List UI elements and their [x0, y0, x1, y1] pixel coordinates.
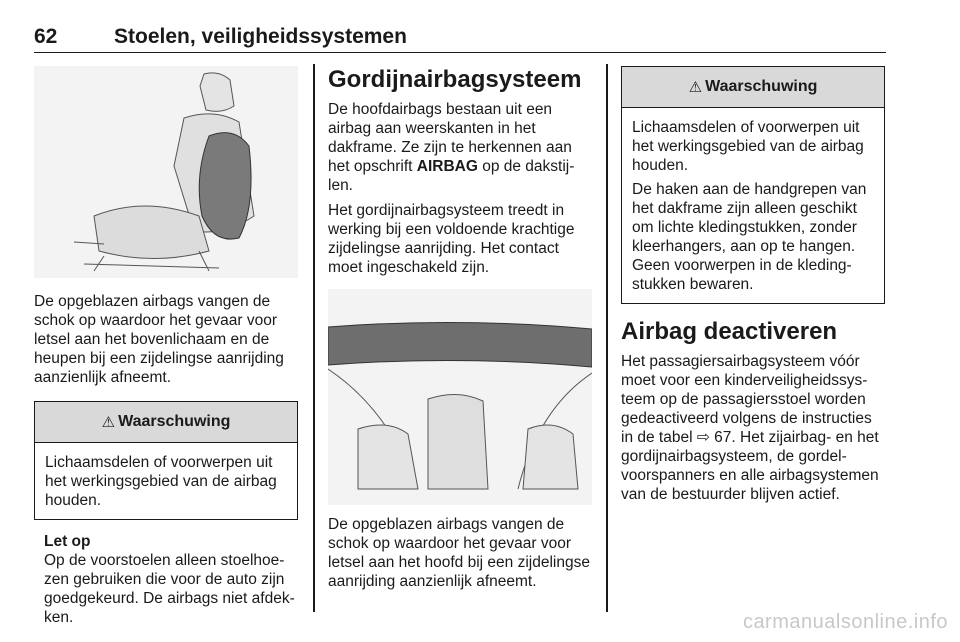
warning-text-2: De haken aan de handgrepen van het dakframe zijn alleen geschikt om lichte kledingstukken, zonder kleerhangers, aan op te hangen. Geen voorwerpen in de kleding-stukken bewaren.	[632, 181, 867, 293]
column-divider	[313, 64, 315, 612]
column-right	[621, 66, 885, 504]
airbag-deactivation-paragraph	[621, 352, 885, 504]
note-label: Let op	[44, 533, 91, 550]
column-left	[34, 66, 298, 627]
arrow-reference-icon: ⇨	[696, 429, 710, 446]
seat-airbag-illustration	[34, 66, 298, 278]
text-run: Het passagiersairbagsysteem vóór moet voor een kinderveiligheidssys-teem op de passagiersstoel worden gedeactiveerd volgens de instructies in de tabel	[621, 353, 872, 446]
warning-title: Waarschuwing	[705, 78, 818, 95]
column-middle	[328, 66, 592, 591]
curtain-airbag-paragraph-2: Het gordijnairbagsysteem treedt in werking bij een voldoende krachtige zijdelingse aanrijding. Het contact moet ingeschakeld zijn.	[328, 202, 575, 276]
warning-text: Lichaamsdelen of voorwerpen uit het werkingsgebied van de airbag houden.	[45, 454, 277, 509]
warning-triangle-icon: ⚠	[688, 79, 703, 96]
curtain-airbag-paragraph-1	[328, 100, 592, 195]
airbag-deactivation-heading: Airbag deactiveren	[621, 318, 838, 345]
curtain-airbag-illustration	[328, 289, 592, 505]
text-run: op de dakstij-len.	[328, 158, 575, 194]
text-run: De hoofdairbags bestaan uit een airbag aan weerskanten in het dakframe. Ze zijn te herkennen aan het opschrift	[328, 101, 572, 175]
page-number: 62	[34, 25, 58, 48]
curtain-airbag-heading: Gordijnairbagsysteem	[328, 66, 582, 93]
seat-airbag-drawing	[34, 66, 298, 278]
curtain-airbag-drawing	[328, 289, 592, 505]
curtain-airbag-caption: De opgeblazen airbags vangen de schok op waardoor het gevaar voor letsel aan het hoofd bij een zijdelingse aanrijding aanzienlijk afneemt.	[328, 516, 590, 590]
warning-box	[34, 401, 298, 520]
warning-header	[35, 402, 297, 443]
warning-title: Waarschuwing	[118, 413, 231, 430]
warning-box	[621, 66, 885, 304]
note-text: Op de voorstoelen alleen stoelhoe-zen gebruiken die voor de auto zijn goedgekeurd. De airbags niet afdek-ken.	[44, 552, 295, 626]
warning-body	[622, 108, 884, 303]
warning-triangle-icon: ⚠	[101, 414, 116, 431]
warning-header	[622, 67, 884, 108]
column-divider	[606, 64, 608, 612]
note-block	[34, 532, 298, 627]
airbag-label: AIRBAG	[416, 158, 478, 175]
page-header	[34, 22, 886, 53]
watermark: carmanualsonline.info	[742, 611, 948, 633]
warning-text-1: Lichaamsdelen of voorwerpen uit het werkingsgebied van de airbag houden.	[632, 119, 864, 174]
section-title: Stoelen, veiligheidssystemen	[114, 25, 407, 48]
text-run: . Het zijairbag- en het gordijnairbagsysteem, de gordel-voorspanners en alle airbagsystemen van de bestuurder blijven actief.	[621, 429, 879, 503]
warning-body	[35, 443, 297, 519]
page-reference-link[interactable]: 67	[714, 429, 732, 446]
seat-airbag-caption: De opgeblazen airbags vangen de schok op waardoor het gevaar voor letsel aan het bovenlichaam en de heupen bij een zijdelingse aanrijding aanzienlijk afneemt.	[34, 293, 284, 386]
